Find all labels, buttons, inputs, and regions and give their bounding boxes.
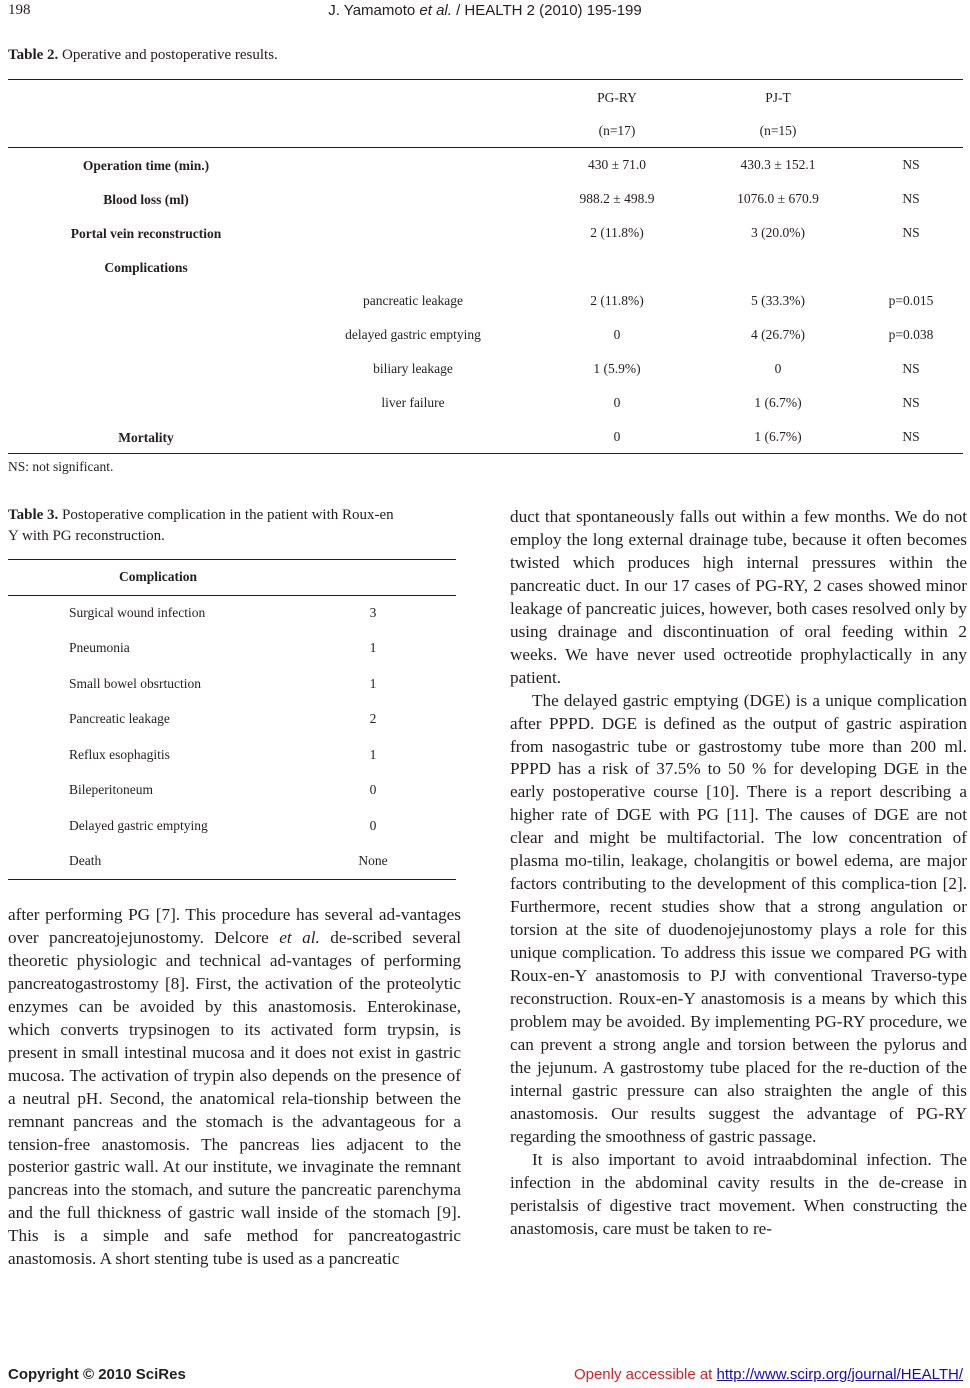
table3-row-value: 3 [369, 605, 377, 620]
table2-row-sublabel: pancreatic leakage [362, 293, 464, 308]
table3-row-value: 1 [369, 640, 377, 655]
table3-row-name: Death [69, 853, 102, 868]
table2-cell-pjt: 1076.0 ± 670.9 [737, 191, 819, 206]
table3-row-value: 1 [369, 747, 377, 762]
table2-cell-pgry: 430 ± 71.0 [587, 157, 647, 172]
table2-cell-p: NS [902, 395, 920, 410]
table3-caption-text: Postoperative complication in the patient with Roux-en [58, 507, 394, 523]
table3-header: Complication [118, 569, 198, 584]
table2-cell-pjt: 5 (33.3%) [751, 293, 805, 308]
table2-row-sublabel: delayed gastric emptying [345, 327, 481, 342]
right-column-text [510, 506, 967, 1241]
table3-caption-label: Table 3. [8, 507, 59, 523]
table3-row-name: Reflux esophagitis [69, 747, 170, 762]
left-paragraph-part: after performing PG [7]. This procedure has several ad-vantages over pancreatojejunostomy. Delcore [8, 905, 461, 947]
table2-cell-pjt: 1 (6.7%) [754, 429, 802, 444]
table2-cell-p: p=0.038 [888, 327, 934, 342]
table2-row-label: Blood loss (ml) [103, 192, 189, 207]
table2-cell-pgry: 0 [613, 395, 621, 410]
table2-col1-name: PG-RY [597, 90, 637, 105]
table3-row-name: Delayed gastric emptying [69, 818, 208, 833]
table3-row-value: 1 [369, 676, 377, 691]
table2-cell-pgry: 2 (11.8%) [590, 225, 644, 240]
table2-header-rule [8, 147, 963, 148]
table2-cell-pjt: 430.3 ± 152.1 [740, 157, 816, 172]
table2-cell-p: NS [902, 157, 920, 172]
table2-cell-pjt: 3 (20.0%) [751, 225, 805, 240]
table2-row-label: Complications [104, 260, 188, 275]
table2-cell-pjt: 1 (6.7%) [754, 395, 802, 410]
table3-row-name: Pancreatic leakage [69, 711, 170, 726]
running-title-authors: J. Yamamoto [328, 2, 420, 19]
table3-row-value: 0 [369, 782, 377, 797]
page-number: 198 [8, 2, 31, 18]
open-access-note [574, 1366, 963, 1383]
left-column-text [8, 904, 461, 1271]
table2-top-rule [8, 79, 963, 80]
table3-row-name: Small bowel obsrtuction [69, 676, 201, 691]
journal-link[interactable]: http://www.scirp.org/journal/HEALTH/ [716, 1366, 963, 1383]
table3-row-name: Bileperitoneum [69, 782, 153, 797]
table2-cell-p: NS [902, 429, 920, 444]
table2-cell-pgry: 2 (11.8%) [590, 293, 644, 308]
table3-top-rule [8, 559, 456, 560]
table3-row-name: Surgical wound infection [69, 605, 206, 620]
table2-caption-label: Table 2. [8, 47, 59, 63]
table3-row-value: 2 [369, 711, 377, 726]
copyright: Copyright © 2010 SciRes [8, 1366, 186, 1383]
table2-caption-text: Operative and postoperative results. [58, 47, 278, 63]
table2-bottom-rule [8, 453, 963, 454]
table2-note: NS: not significant. [8, 459, 114, 474]
table2-cell-p: NS [902, 361, 920, 376]
table2-cell-pjt: 4 (26.7%) [751, 327, 805, 342]
right-paragraph-3: It is also important to avoid intraabdominal infection. The infection in the abdominal cavity results in the de-crease in peristalsis of digestive tract movement. When constructing the anastomosis, care must be taken to re- [510, 1149, 967, 1238]
table2-col1-n: (n=17) [598, 123, 636, 138]
table3-caption-text-2: Y with PG reconstruction. [8, 528, 165, 544]
table2-cell-p: NS [902, 191, 920, 206]
running-title [0, 2, 970, 19]
right-paragraph-2: The delayed gastric emptying (DGE) is a unique complication after PPPD. DGE is defined as the output of gastric aspiration from nasogastric tube or gastrostomy tube more than 200 ml. PPPD has a risk of 37.5% to 50 % for developing DGE in the early postoperative course [10]. There is a report describing a higher rate of DGE with PG [11]. The causes of DGE are not clear and might be multifactorial. The low concentration of plasma mo-tilin, leakage, cholangitis or bowel edema, are major factors contributing to the development of this complica-tion [2]. Furthermore, recent studies show that a strong angulation or torsion at the site of duodenojejunostomy plays a role for this unique complication. To address this issue we compared PG with Roux-en-Y anastomosis to PJ with conventional Traverso-type reconstruction. Roux-en-Y anastomosis is a means by which this problem may be avoided. By implementing PG-RY procedure, we can prevent a strong angle and torsion between the pylorus and the jejunum. A gastrostomy tube placed for the re-duction of the internal gastric pressure can also straighten the angle of this anastomosis. Our results suggest the advantage of PG-RY regarding the smoothness of gastric passage. [510, 690, 967, 1146]
table2-row-sublabel: liver failure [381, 395, 445, 410]
left-paragraph-etal: et al. [279, 927, 320, 947]
table2-caption [8, 47, 278, 64]
table3-row-name: Pneumonia [69, 640, 130, 655]
table3-header-rule [8, 595, 456, 596]
table2-cell-pgry: 988.2 ± 498.9 [579, 191, 655, 206]
table2-col2-n: (n=15) [759, 123, 797, 138]
left-paragraph [8, 904, 461, 1271]
table2-row-label: Operation time (min.) [82, 158, 210, 173]
table2-row-label: Portal vein reconstruction [70, 226, 222, 241]
table3-row-value: 0 [369, 818, 377, 833]
table2-cell-pgry: 0 [613, 429, 621, 444]
table2-cell-pjt: 0 [774, 361, 782, 376]
open-access-text: Openly accessible at [573, 1366, 717, 1383]
table2-col2-name: PJ-T [765, 90, 791, 105]
table2-cell-p: NS [902, 225, 920, 240]
right-paragraph-1: duct that spontaneously falls out within a few months. We do not employ the long external drainage tube, because it often becomes twisted which produces high internal pressures within the pancreatic duct. In our 17 cases of PG-RY, 2 cases showed minor leakage of pancreatic juices, however, both cases resolved only by using drainage and discontinuation of oral feeding within 2 weeks. We have never used octreotide prophylactically in any patient. [510, 507, 967, 687]
table2-cell-pgry: 1 (5.9%) [593, 361, 641, 376]
left-paragraph-part: de-scribed several theoretic physiologic and technical ad-vantages of performing pancreatogastrostomy [8]. First, the activation of the proteolytic enzymes can be avoided by this anastomosis. Enterokinase, which converts trypsinogen to its activated form trypsin, is present in small intestinal mucosa and it does not exist in gastric mucosa. The activation of trypin also depends on the presence of a neutral pH. Second, the anatomical rela-tionship between the remnant pancreas and the stomach is the advantageous for a tension-free anastomosis. The pancreas lies adjacent to the posterior gastric wall. At our institute, we invaginate the remnant pancreas into the stomach, and suture the pancreatic parenchyma and the full thickness of gastric wall inside of the stomach [9]. This is a simple and safe method for pancreatogastric anastomosis. A short stenting tube is used as a pancreatic [8, 927, 462, 1269]
table2-cell-p: p=0.015 [888, 293, 934, 308]
table3-caption [8, 505, 463, 547]
table2-cell-pgry: 0 [613, 327, 621, 342]
table2-row-sublabel: biliary leakage [373, 361, 453, 376]
running-title-journal: / HEALTH 2 (2010) 195-199 [451, 2, 642, 19]
table2-row-label: Mortality [118, 430, 174, 445]
table3-row-value: None [358, 853, 388, 868]
table3-bottom-rule [8, 879, 456, 880]
running-title-etal: et al. [419, 2, 452, 19]
